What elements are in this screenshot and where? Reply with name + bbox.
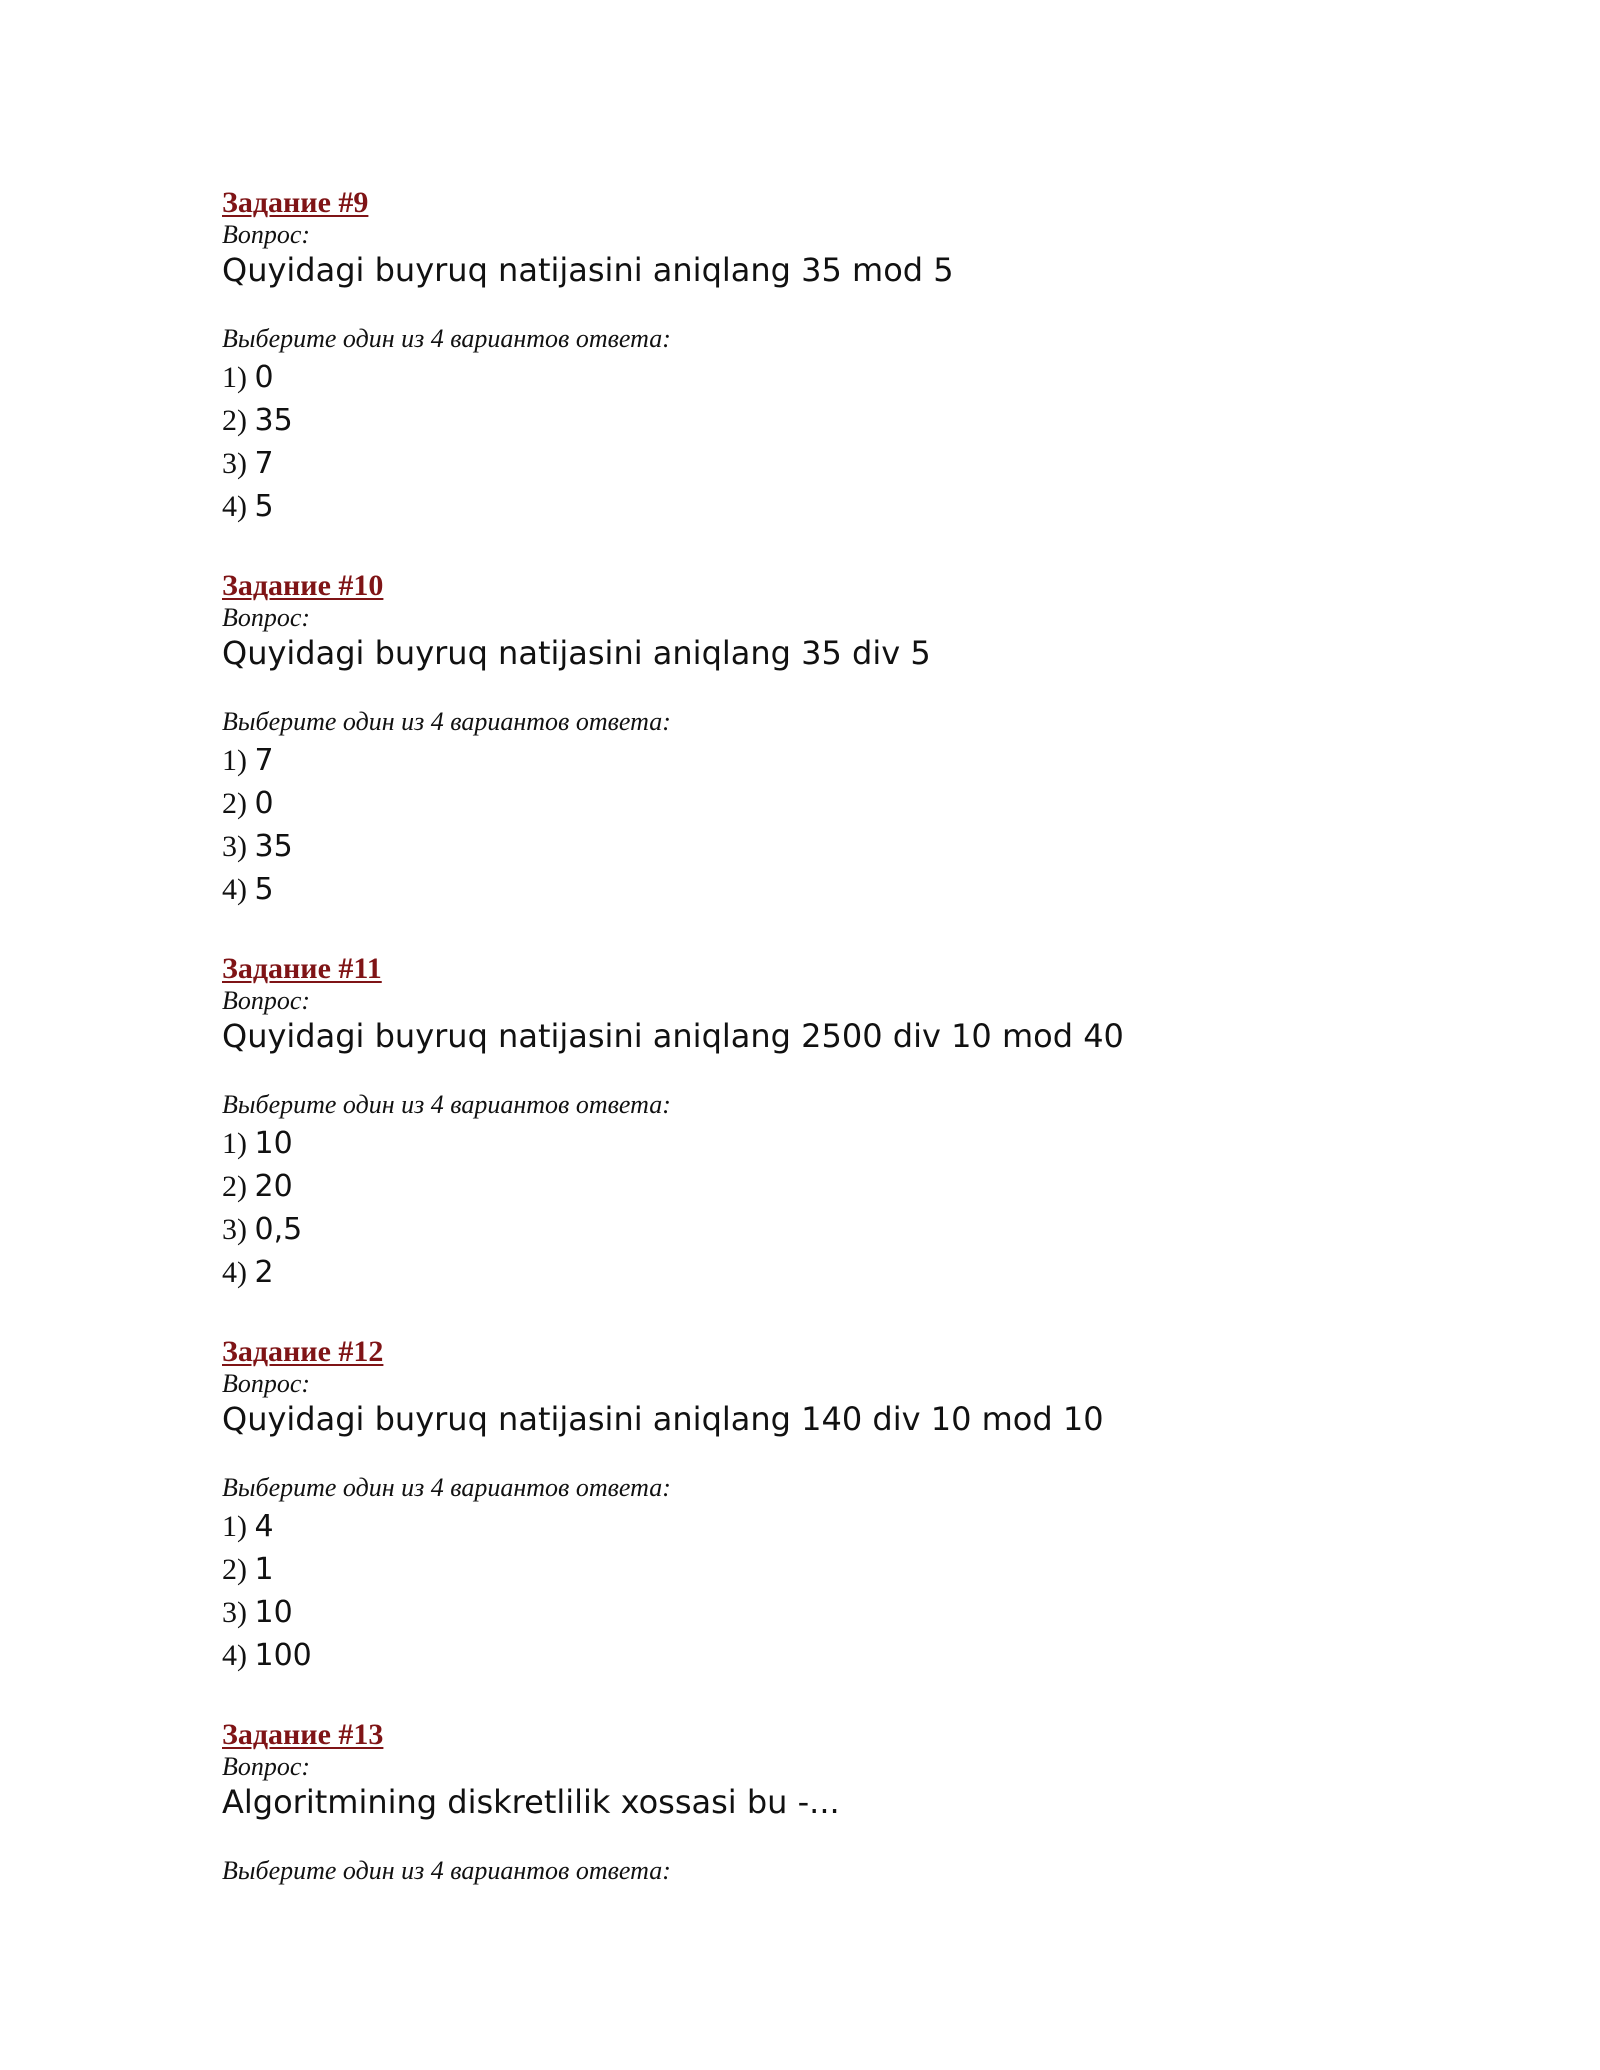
option-number: 3) [222,830,247,863]
option-number: 2) [222,1553,247,1586]
answer-option-3 [222,442,293,485]
option-value: 10 [254,1595,293,1630]
answer-option-2 [222,782,293,825]
answer-option-2 [222,1165,302,1208]
question-label: Вопрос: [222,1369,311,1398]
question-text: Quyidagi buyruq natijasini aniqlang 140 div 10 mod 10 [222,1400,1104,1438]
option-value: 10 [254,1126,293,1161]
task-title: Задание #11 [222,952,382,985]
answers-label: Выберите один из 4 вариантов ответа: [222,1473,671,1502]
answers-label: Выберите один из 4 вариантов ответа: [222,707,671,736]
answers-label: Выберите один из 4 вариантов ответа: [222,1090,671,1119]
answer-options [222,356,293,528]
answer-option-1 [222,739,293,782]
option-number: 1) [222,361,247,394]
answer-option-1 [222,356,293,399]
option-value: 5 [254,489,274,524]
task-title: Задание #10 [222,569,384,602]
option-number: 3) [222,1213,247,1246]
option-value: 35 [254,829,293,864]
option-number: 4) [222,873,247,906]
option-number: 3) [222,447,247,480]
option-value: 5 [254,872,274,907]
answer-option-3 [222,825,293,868]
answer-option-2 [222,399,293,442]
question-label: Вопрос: [222,986,311,1015]
option-value: 100 [254,1638,312,1673]
option-value: 0 [254,360,274,395]
option-value: 1 [254,1552,274,1587]
answer-option-1 [222,1122,302,1165]
option-value: 4 [254,1509,274,1544]
answer-option-2 [222,1548,312,1591]
answer-option-4 [222,1251,302,1294]
answer-options [222,739,293,911]
question-label: Вопрос: [222,603,311,632]
answer-option-4 [222,1634,312,1677]
option-value: 2 [254,1255,274,1290]
option-value: 35 [254,403,293,438]
answer-option-3 [222,1591,312,1634]
option-value: 20 [254,1169,293,1204]
option-number: 4) [222,1639,247,1672]
answer-option-4 [222,485,293,528]
option-number: 1) [222,1510,247,1543]
task-title: Задание #13 [222,1718,384,1751]
option-number: 4) [222,490,247,523]
task-title: Задание #12 [222,1335,384,1368]
question-label: Вопрос: [222,1752,311,1781]
question-label: Вопрос: [222,220,311,249]
option-number: 2) [222,1170,247,1203]
question-text: Quyidagi buyruq natijasini aniqlang 35 div 5 [222,634,931,672]
option-value: 7 [254,743,274,778]
answer-options [222,1122,302,1294]
answers-label: Выберите один из 4 вариантов ответа: [222,1856,671,1885]
option-number: 1) [222,1127,247,1160]
option-number: 1) [222,744,247,777]
answer-options [222,1505,312,1677]
option-number: 3) [222,1596,247,1629]
question-text: Quyidagi buyruq natijasini aniqlang 2500 div 10 mod 40 [222,1017,1124,1055]
task-title: Задание #9 [222,186,369,219]
option-value: 0,5 [254,1212,303,1247]
option-value: 0 [254,786,274,821]
answer-option-4 [222,868,293,911]
option-number: 2) [222,787,247,820]
answer-option-3 [222,1208,302,1251]
answers-label: Выберите один из 4 вариантов ответа: [222,324,671,353]
option-number: 4) [222,1256,247,1289]
question-text: Algoritmining diskretlilik xossasi bu -... [222,1783,840,1821]
option-number: 2) [222,404,247,437]
question-text: Quyidagi buyruq natijasini aniqlang 35 mod 5 [222,251,954,289]
answer-option-1 [222,1505,312,1548]
option-value: 7 [254,446,274,481]
